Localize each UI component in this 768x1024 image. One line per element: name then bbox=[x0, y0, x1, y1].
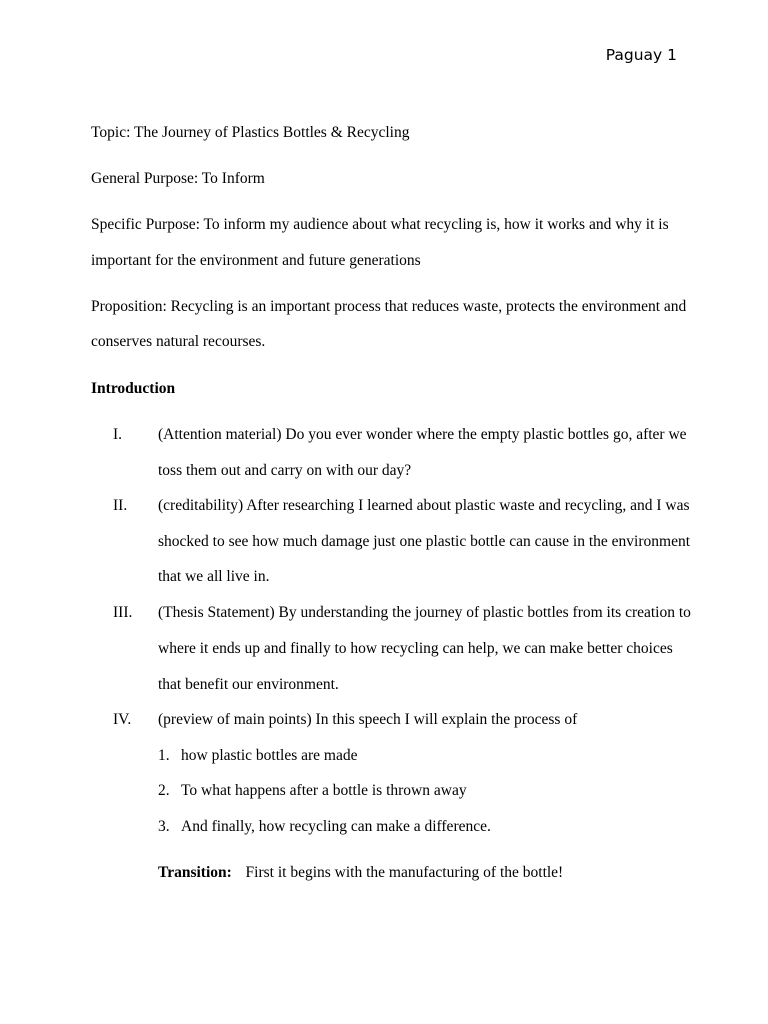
item-numeral: II. bbox=[113, 497, 128, 514]
preview-number: 1. bbox=[158, 747, 170, 764]
proposition-line-2: conserves natural recourses. bbox=[91, 333, 266, 350]
preview-point: To what happens after a bottle is thrown away bbox=[181, 782, 467, 799]
transition-text: First it begins with the manufacturing of the bottle! bbox=[245, 864, 564, 881]
item-line: shocked to see how much damage just one plastic bottle can cause in the environment bbox=[158, 533, 691, 550]
preview-number: 3. bbox=[158, 818, 170, 835]
topic-line: Topic: The Journey of Plastics Bottles & Recycling bbox=[91, 124, 410, 141]
specific-purpose-line-2: important for the environment and future generations bbox=[91, 252, 421, 269]
item-line: (preview of main points) In this speech I will explain the process of bbox=[158, 711, 578, 728]
general-purpose-line: General Purpose: To Inform bbox=[91, 170, 265, 187]
item-line: toss them out and carry on with our day? bbox=[158, 462, 412, 479]
item-line: (Attention material) Do you ever wonder where the empty plastic bottles go, after we bbox=[158, 426, 687, 443]
page-header: Paguay 1 bbox=[605, 46, 677, 64]
item-line: that we all live in. bbox=[158, 568, 270, 585]
preview-number: 2. bbox=[158, 782, 170, 799]
preview-point: how plastic bottles are made bbox=[181, 747, 358, 764]
preview-point: And finally, how recycling can make a difference. bbox=[181, 818, 491, 835]
transition-line bbox=[158, 864, 563, 882]
item-line: (Thesis Statement) By understanding the journey of plastic bottles from its creation to bbox=[158, 604, 691, 621]
item-numeral: I. bbox=[113, 426, 123, 443]
item-numeral: III. bbox=[113, 604, 133, 621]
item-numeral: IV. bbox=[113, 711, 132, 728]
introduction-heading: Introduction bbox=[91, 380, 176, 397]
item-line: (creditability) After researching I learned about plastic waste and recycling, and I was bbox=[158, 497, 690, 514]
specific-purpose-line-1: Specific Purpose: To inform my audience about what recycling is, how it works and why it is bbox=[91, 216, 669, 233]
proposition-line-1: Proposition: Recycling is an important process that reduces waste, protects the environment and bbox=[91, 298, 687, 315]
item-line: where it ends up and finally to how recycling can help, we can make better choices bbox=[158, 640, 673, 657]
item-line: that benefit our environment. bbox=[158, 676, 339, 693]
transition-label: Transition: bbox=[158, 864, 232, 881]
